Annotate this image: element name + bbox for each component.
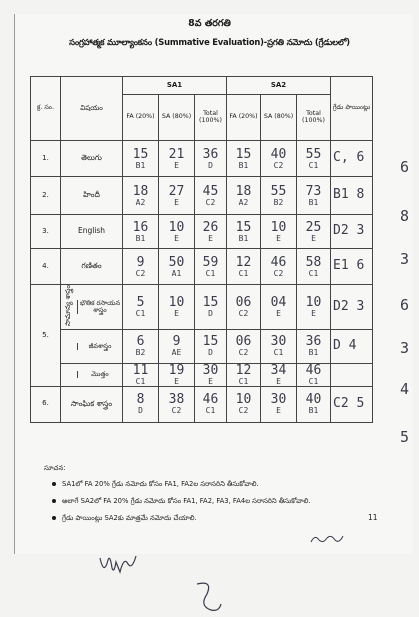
grade-value: E xyxy=(276,308,281,318)
grade-value: C2 xyxy=(273,268,284,278)
grade-points-cell: E1 6 xyxy=(331,249,373,285)
grade-cell xyxy=(261,363,297,386)
sa2-fa-header: FA (20%) xyxy=(227,95,261,141)
mark-value: 04 xyxy=(270,294,287,310)
page-number: 11 xyxy=(368,513,378,522)
grade-value: B2 xyxy=(135,348,146,358)
grade-value: E xyxy=(276,376,281,386)
mark-value: 12 xyxy=(235,363,252,378)
row-subject: గణితం xyxy=(61,249,123,285)
note-item: అలాగే SA2లో FA 20% గ్రేడు నమోదు కోసం FA1, FA2, FA3, FA4ల సరాసరిని తీసుకోవాలి. xyxy=(52,497,394,507)
mark-value: 26 xyxy=(202,219,219,235)
sa2-sa-header: SA (80%) xyxy=(261,95,297,141)
signature-mark xyxy=(98,550,138,580)
row-sno: 1. xyxy=(31,141,61,177)
grade-cell xyxy=(159,329,195,363)
grade-value: C1 xyxy=(273,348,284,358)
row-sno: 2. xyxy=(31,177,61,215)
grade-cell xyxy=(297,329,331,363)
mark-value: 34 xyxy=(270,363,287,378)
grade-cell xyxy=(123,177,159,215)
mark-value: 19 xyxy=(168,363,185,378)
mark-value: 8 xyxy=(136,392,145,408)
mark-value: 06 xyxy=(235,334,252,350)
row-sno: 4. xyxy=(31,249,61,285)
grade-value: C1 xyxy=(205,406,216,416)
grade-cell xyxy=(195,215,227,249)
mark-value: 10 xyxy=(270,219,287,235)
table-row xyxy=(31,329,373,363)
grade-value: C2 xyxy=(171,406,182,416)
grade-value: E xyxy=(208,233,213,243)
grade-value: C1 xyxy=(308,376,319,386)
grade-value: C1 xyxy=(238,268,249,278)
sa2-total-header: Total (100%) xyxy=(297,95,331,141)
grade-points-cell xyxy=(331,363,373,386)
mark-value: 30 xyxy=(202,363,219,378)
grade-cell xyxy=(123,215,159,249)
mark-value: 46 xyxy=(202,392,219,408)
grade-cell xyxy=(227,386,261,422)
grade-cell xyxy=(297,141,331,177)
grade-cell xyxy=(227,329,261,363)
grade-value: C2 xyxy=(238,348,249,358)
mark-value: 15 xyxy=(202,334,219,350)
grade-cell xyxy=(159,141,195,177)
grade-cell xyxy=(261,329,297,363)
grade-points-cell: D2 3 xyxy=(331,285,373,330)
mark-value: 46 xyxy=(305,363,322,378)
grade-value: C1 xyxy=(308,268,319,278)
mark-value: 18 xyxy=(235,183,252,199)
science-subject-cell xyxy=(61,329,123,363)
mark-value: 21 xyxy=(168,146,185,162)
mark-value: 5 xyxy=(136,294,145,310)
mark-value: 15 xyxy=(202,294,219,310)
table-row xyxy=(31,285,373,330)
science-subject-cell xyxy=(61,363,123,386)
table-row xyxy=(31,363,373,386)
grade-value: C2 xyxy=(273,160,284,170)
grade-value: E xyxy=(174,308,179,318)
margin-mark: 6 xyxy=(400,158,410,176)
grade-value: B1 xyxy=(238,233,249,243)
note-item: గ్రేడు పాయింట్లు SA2కు మాత్రమే నమోదు చేయాలి. xyxy=(52,514,394,524)
col-subject-header: విషయం xyxy=(61,77,123,141)
grade-value: B1 xyxy=(308,406,319,416)
sa1-sa-header: SA (80%) xyxy=(159,95,195,141)
grade-cell xyxy=(159,249,195,285)
grade-cell xyxy=(195,386,227,422)
grade-value: A2 xyxy=(135,197,146,207)
grade-value: D xyxy=(138,406,143,416)
grade-value: A2 xyxy=(238,197,249,207)
grade-cell xyxy=(159,177,195,215)
science-part-label: మొత్తం xyxy=(91,370,109,379)
grade-cell xyxy=(123,249,159,285)
grade-cell xyxy=(227,141,261,177)
grade-cell xyxy=(123,285,159,330)
grade-value: D xyxy=(208,308,213,318)
grade-value: D xyxy=(208,348,213,358)
grade-cell xyxy=(159,386,195,422)
notes-heading: సూచన: xyxy=(44,464,66,472)
grade-cell xyxy=(123,386,159,422)
row-sno: 6. xyxy=(31,386,61,422)
mark-value: 9 xyxy=(172,334,181,350)
mark-value: 10 xyxy=(235,392,252,408)
mark-value: 25 xyxy=(305,219,322,235)
sa2-header: SA2 xyxy=(227,77,331,95)
grade-value: E xyxy=(174,233,179,243)
row-sno: 3. xyxy=(31,215,61,249)
margin-mark: 6 xyxy=(400,296,410,314)
mark-value: 30 xyxy=(270,334,287,350)
note-item: SA1లో FA 20% గ్రేడు నమోదు కోసం FA1, FA2ల సరాసరిని తీసుకోవాలి. xyxy=(52,480,394,490)
grade-cell xyxy=(297,215,331,249)
grade-cell xyxy=(297,177,331,215)
grade-cell xyxy=(227,177,261,215)
grade-cell xyxy=(195,285,227,330)
margin-mark: 3 xyxy=(400,250,410,268)
col-sno-header: క్ర. సం. xyxy=(31,77,61,141)
sa1-total-header: Total (100%) xyxy=(195,95,227,141)
grade-value: B2 xyxy=(273,197,284,207)
grade-value: A1 xyxy=(171,268,182,278)
mark-value: 27 xyxy=(168,183,185,199)
margin-mark: 4 xyxy=(400,380,410,398)
sa1-fa-header: FA (20%) xyxy=(123,95,159,141)
mark-value: 59 xyxy=(202,254,219,270)
grade-value: B1 xyxy=(238,160,249,170)
grade-cell xyxy=(261,249,297,285)
table-row xyxy=(31,141,373,177)
margin-mark: 5 xyxy=(400,428,410,446)
class-title: 8వ తరగతి xyxy=(188,18,231,29)
science-part-label: జీవశాస్త్రం xyxy=(88,341,112,350)
grade-cell xyxy=(123,141,159,177)
grade-value: C1 xyxy=(238,376,249,386)
table-row xyxy=(31,215,373,249)
grade-cell xyxy=(261,386,297,422)
grade-value: C1 xyxy=(308,160,319,170)
sheet-title: సంగ్రహాత్మక మూల్యాంకనం (Summative Evaluation)-ప్రగతి నమోదు (గ్రేడులలో) xyxy=(69,37,350,47)
row-subject: తెలుగు xyxy=(61,141,123,177)
row-subject: హిందీ xyxy=(61,177,123,215)
grade-cell xyxy=(297,363,331,386)
science-subject-cell xyxy=(61,285,123,330)
grade-cell xyxy=(227,363,261,386)
table-row xyxy=(31,177,373,215)
grade-points-cell: C2 5 xyxy=(331,386,373,422)
mark-value: 15 xyxy=(235,219,252,235)
grade-cell xyxy=(195,329,227,363)
mark-value: 55 xyxy=(305,146,322,162)
mark-value: 15 xyxy=(235,146,252,162)
grade-points-cell: C, 6 xyxy=(331,141,373,177)
grade-cell xyxy=(227,215,261,249)
grade-value: B1 xyxy=(135,160,146,170)
mark-value: 55 xyxy=(270,183,287,199)
notes-section xyxy=(44,464,394,531)
grade-cell xyxy=(261,177,297,215)
mark-value: 46 xyxy=(270,254,287,270)
signature-mark xyxy=(309,532,345,546)
grade-value: C1 xyxy=(205,268,216,278)
grade-cell xyxy=(159,363,195,386)
grade-cell xyxy=(227,285,261,330)
grade-cell xyxy=(227,249,261,285)
grade-value: E xyxy=(174,197,179,207)
mark-value: 6 xyxy=(136,334,145,350)
science-part-label: భౌతిక రసాయన శాస్త్రం xyxy=(79,298,121,314)
grade-cell xyxy=(195,141,227,177)
grade-cell xyxy=(261,141,297,177)
grade-value: AE xyxy=(171,348,182,358)
table-row xyxy=(31,386,373,422)
grade-cell xyxy=(261,285,297,330)
grade-value: E xyxy=(174,376,179,386)
grade-cell xyxy=(123,363,159,386)
margin-mark: 3 xyxy=(400,339,410,357)
mark-value: 9 xyxy=(136,254,145,270)
mark-value: 10 xyxy=(305,294,322,310)
mark-value: 18 xyxy=(132,183,149,199)
sa1-header: SA1 xyxy=(123,77,227,95)
grade-value: E xyxy=(208,376,213,386)
science-group-label: సామాన్య శాస్త్రం xyxy=(64,285,73,327)
grade-value: B1 xyxy=(135,233,146,243)
grade-points-cell: B1 8 xyxy=(331,177,373,215)
grade-cell xyxy=(261,215,297,249)
grade-cell xyxy=(123,329,159,363)
signature-mark xyxy=(193,580,223,614)
mark-value: 58 xyxy=(305,254,322,270)
grade-cell xyxy=(159,215,195,249)
mark-value: 06 xyxy=(235,294,252,310)
grade-value: E xyxy=(311,233,316,243)
margin-mark: 8 xyxy=(400,207,410,225)
grade-value: D xyxy=(208,160,213,170)
mark-value: 73 xyxy=(305,183,322,199)
mark-value: 36 xyxy=(202,146,219,162)
grade-value: C1 xyxy=(135,308,146,318)
grade-value: C2 xyxy=(135,268,146,278)
grade-value: C2 xyxy=(238,308,249,318)
mark-value: 10 xyxy=(168,294,185,310)
mark-value: 40 xyxy=(270,146,287,162)
row-sno: 5. xyxy=(31,285,61,387)
grade-points-cell: D 4 xyxy=(331,329,373,363)
grade-value: C1 xyxy=(135,376,146,386)
mark-value: 11 xyxy=(132,363,149,378)
mark-value: 16 xyxy=(132,219,149,235)
row-subject: సాంఘిక శాస్త్రం xyxy=(61,386,123,422)
mark-value: 50 xyxy=(168,254,185,270)
grade-cell xyxy=(195,177,227,215)
mark-value: 10 xyxy=(168,219,185,235)
grade-value: E xyxy=(276,406,281,416)
grade-cell xyxy=(195,249,227,285)
grade-cell xyxy=(195,363,227,386)
mark-value: 40 xyxy=(305,392,322,408)
grade-value: E xyxy=(276,233,281,243)
grade-cell xyxy=(297,386,331,422)
mark-value: 12 xyxy=(235,254,252,270)
mark-value: 45 xyxy=(202,183,219,199)
mark-value: 15 xyxy=(132,146,149,162)
mark-value: 38 xyxy=(168,392,185,408)
grade-value: C2 xyxy=(238,406,249,416)
grade-value: C2 xyxy=(205,197,216,207)
grades-table xyxy=(30,76,373,423)
grade-value: B1 xyxy=(308,197,319,207)
grade-cell xyxy=(297,285,331,330)
mark-value: 30 xyxy=(270,392,287,408)
row-subject: English xyxy=(61,215,123,249)
grade-value: E xyxy=(174,160,179,170)
grade-cell xyxy=(297,249,331,285)
grade-value: E xyxy=(311,308,316,318)
grade-value: B1 xyxy=(308,348,319,358)
grade-cell xyxy=(159,285,195,330)
grade-points-header: గ్రేడు పాయింట్లు xyxy=(331,77,373,141)
mark-value: 36 xyxy=(305,334,322,350)
table-row xyxy=(31,249,373,285)
grade-points-cell: D2 3 xyxy=(331,215,373,249)
